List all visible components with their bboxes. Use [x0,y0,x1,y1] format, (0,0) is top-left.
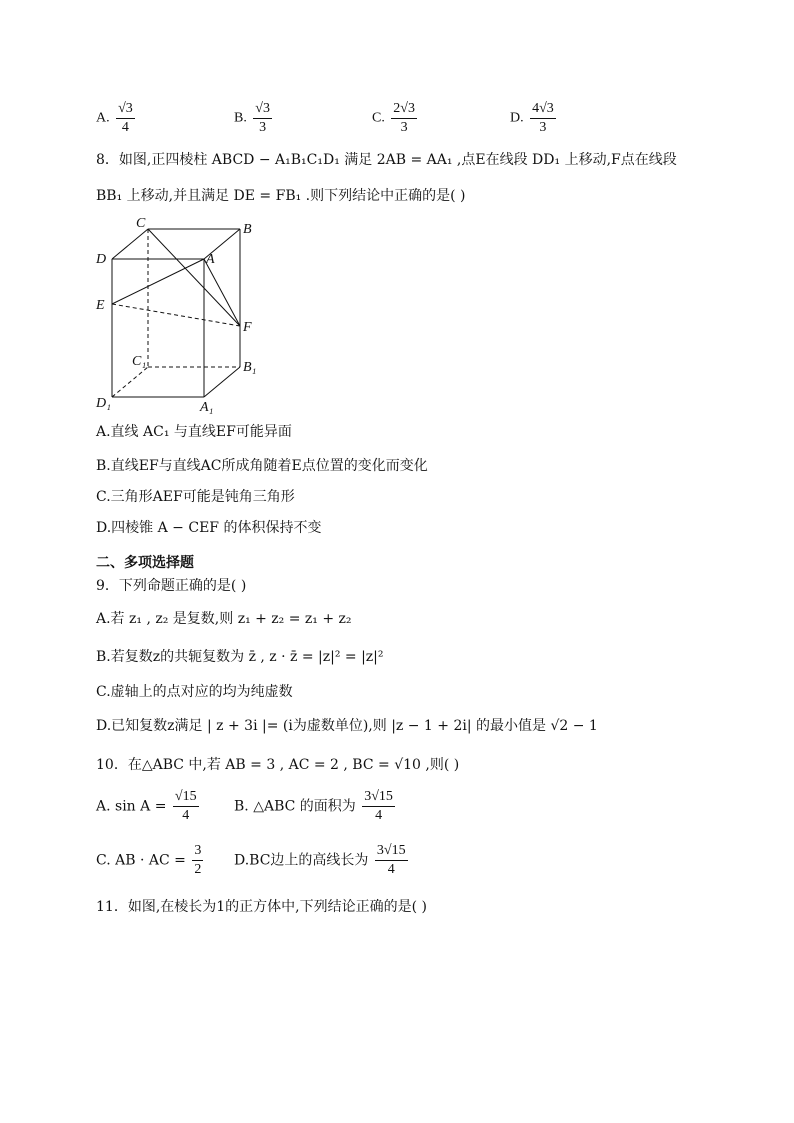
label-a1: A₁ [200,400,214,415]
numerator: √15 [173,788,199,807]
fraction [192,842,203,879]
q9-option-d: D.已知复数z满足 | z + 3i |= (i为虚数单位),则 |z − 1 + 2i| 的最小值是 √2 − 1 [96,718,598,734]
q10-option-b [234,788,397,832]
q9-option-a: A.若 z₁ , z₂ 是复数,则 z₁ + z₂ = z₁ + z₂ [96,611,352,627]
q8-stem-line1: 8．如图,正四棱柱 ABCD − A₁B₁C₁D₁ 满足 2AB = AA₁ ,点E在线段 DD₁ 上移动,F点在线段 [96,152,677,168]
q8-option-c: C.三角形AEF可能是钝角三角形 [96,489,295,505]
label-c: C [136,216,146,231]
denominator: 4 [375,808,383,823]
edge-dc [112,229,148,259]
q8-option-b: B.直线EF与直线AC所成角随着E点位置的变化而变化 [96,458,428,474]
numerator: √3 [253,100,272,119]
q10-option-c [96,842,205,886]
q10-option-d [234,842,410,886]
denominator: 3 [259,120,267,135]
segment-ea [112,259,204,304]
option-c-prefix: C. AB · AC = [96,852,186,869]
option-label: C. [372,110,385,126]
fraction [116,100,135,137]
label-f: F [243,320,252,335]
numerator: 3√15 [362,788,395,807]
q9-option-b: B.若复数z的共轭复数为 z̄ , z · z̄ = |z|² = |z|² [96,649,384,665]
q7-option-b [234,100,274,137]
section-title: 二、多项选择题 [96,555,194,571]
fraction [253,100,272,137]
label-e: E [96,298,105,313]
q10-option-a [96,788,201,832]
q7-options [96,100,616,144]
label-c1: C₁ [132,354,147,369]
numerator: √3 [116,100,135,119]
label-b: B [243,222,252,237]
option-label: B. [234,110,247,126]
fraction [530,100,556,137]
option-a-prefix: A. sin A = [96,798,167,815]
q7-option-d [510,100,558,137]
segment-cf [148,229,240,326]
q9-stem: 9．下列命题正确的是( ) [96,578,247,594]
label-a: A [206,252,215,267]
label-b1: B₁ [243,360,257,375]
option-label: D. [510,110,524,126]
denominator: 2 [194,862,202,877]
q10-stem: 10．在△ABC 中,若 AB = 3 , AC = 2 , BC = √10 ,则( ) [96,757,460,773]
fraction [362,788,395,825]
fraction [391,100,417,137]
option-d-prefix: D.BC边上的高线长为 [234,852,369,869]
q8-stem-line2: BB₁ 上移动,并且满足 DE = FB₁ .则下列结论中正确的是( ) [96,188,466,204]
denominator: 4 [182,808,190,823]
denominator: 4 [121,120,129,135]
label-d1: D₁ [96,396,111,411]
numerator: 3 [192,842,203,861]
numerator: 4√3 [530,100,556,119]
denominator: 4 [387,862,395,877]
segment-af [204,259,240,326]
q9-option-c: C.虚轴上的点对应的均为纯虚数 [96,684,293,700]
hidden-edge-d1c1 [112,367,148,397]
label-d: D [96,252,107,267]
hidden-segment-ef [112,304,240,326]
denominator: 3 [400,120,408,135]
denominator: 3 [539,120,547,135]
q7-option-a [96,100,137,137]
option-label: A. [96,110,110,126]
fraction [173,788,199,825]
numerator: 2√3 [391,100,417,119]
prism-figure [90,215,270,415]
edge-a1b1 [204,367,240,397]
fraction [375,842,408,879]
q8-option-a: A.直线 AC₁ 与直线EF可能异面 [96,424,292,440]
q7-option-c [372,100,419,137]
q11-stem: 11．如图,在棱长为1的正方体中,下列结论正确的是( ) [96,899,427,915]
numerator: 3√15 [375,842,408,861]
q8-option-d: D.四棱锥 A − CEF 的体积保持不变 [96,520,322,536]
option-b-prefix: B. △ABC 的面积为 [234,798,356,815]
